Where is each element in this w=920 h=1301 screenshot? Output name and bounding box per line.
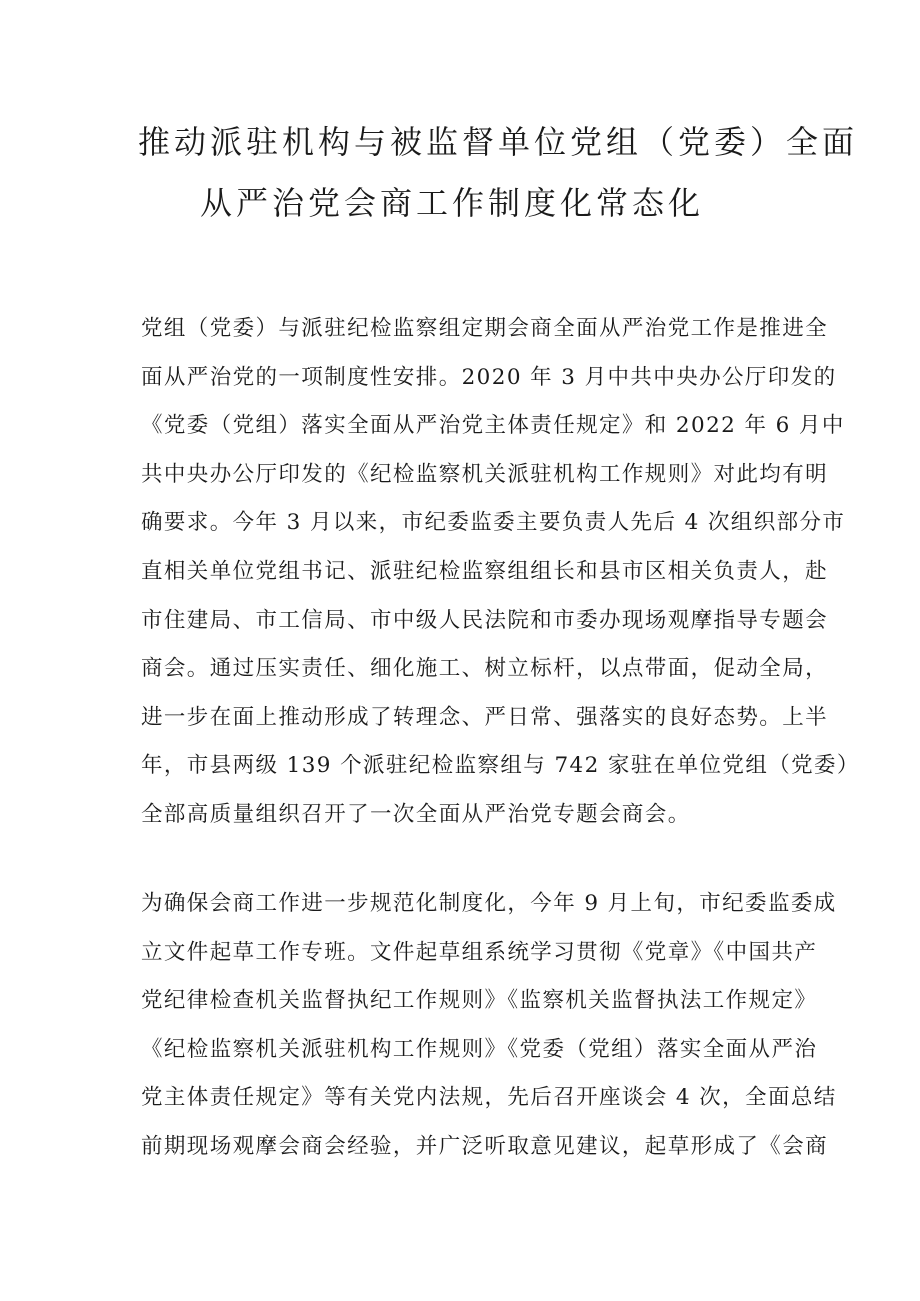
document-title-line-1: 推动派驻机构与被监督单位党组（党委）全面 bbox=[138, 123, 859, 161]
document-title-line-2: 从严治党会商工作制度化常态化 bbox=[200, 184, 705, 222]
paragraph-line: 为确保会商工作进一步规范化制度化，今年 9 月上旬，市纪委监委成 bbox=[141, 891, 837, 916]
paragraph-line: 共中央办公厅印发的《纪检监察机关派驻机构工作规则》对此均有明 bbox=[141, 461, 829, 487]
paragraph-line: 立文件起草工作专班。文件起草组系统学习贯彻《党章》《中国共产 bbox=[141, 939, 818, 965]
paragraph-line: 党组（党委）与派驻纪检监察组定期会商全面从严治党工作是推进全 bbox=[141, 316, 829, 341]
paragraph-line: 年，市县两级 139 个派驻纪检监察组与 742 家驻在单位党组（党委） bbox=[141, 753, 860, 779]
paragraph-2 bbox=[141, 880, 837, 1172]
paragraph-1 bbox=[141, 305, 860, 840]
paragraph-line: 市住建局、市工信局、市中级人民法院和市委办现场观摩指导专题会 bbox=[141, 607, 829, 633]
paragraph-line: 全部高质量组织召开了一次全面从严治党专题会商会。 bbox=[141, 801, 691, 827]
paragraph-line: 面从严治党的一项制度性安排。2020 年 3 月中共中央办公厅印发的 bbox=[141, 364, 837, 390]
paragraph-line: 直相关单位党组书记、派驻纪检监察组组长和县市区相关负责人，赴 bbox=[141, 558, 829, 584]
paragraph-line: 进一步在面上推动形成了转理念、严日常、强落实的良好态势。上半 bbox=[141, 704, 829, 730]
paragraph-line: 党纪律检查机关监督执纪工作规则》《监察机关监督执法工作规定》 bbox=[141, 988, 818, 1014]
paragraph-line: 前期现场观摩会商会经验，并广泛听取意见建议，起草形成了《会商 bbox=[141, 1133, 829, 1159]
paragraph-line: 《党委（党组）落实全面从严治党主体责任规定》和 2022 年 6 月中 bbox=[141, 413, 845, 439]
paragraph-line: 商会。通过压实责任、细化施工、树立标杆，以点带面，促动全局， bbox=[141, 656, 829, 682]
paragraph-line: 《纪检监察机关派驻机构工作规则》《党委（党组）落实全面从严治 bbox=[141, 1036, 818, 1062]
paragraph-line: 确要求。今年 3 月以来，市纪委监委主要负责人先后 4 次组织部分市 bbox=[141, 510, 846, 536]
paragraph-line: 党主体责任规定》等有关党内法规，先后召开座谈会 4 次，全面总结 bbox=[141, 1085, 837, 1111]
